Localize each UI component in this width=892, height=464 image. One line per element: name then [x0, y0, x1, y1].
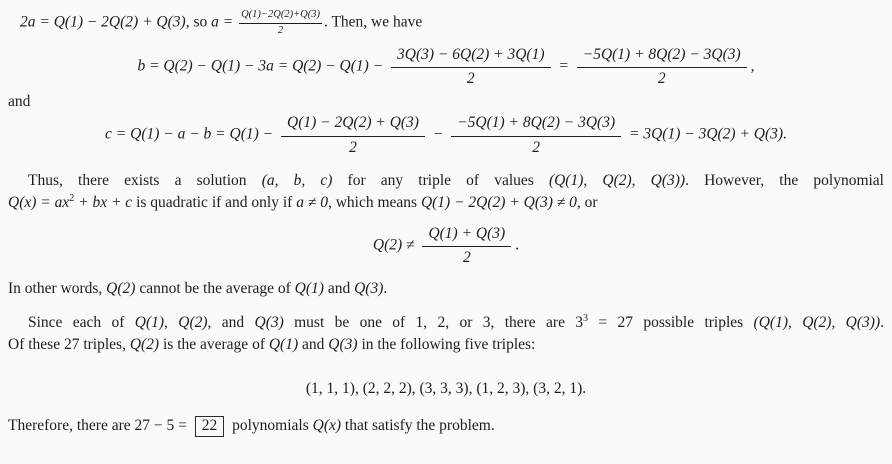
plain-text-run: , or — [576, 193, 598, 211]
plain-text-run: , — [164, 314, 179, 332]
fraction-denominator: 2 — [277, 24, 284, 36]
sup-text-run: 2 — [69, 192, 75, 204]
plain-text-run: that satisfy the problem. — [341, 416, 495, 434]
math-text-run: − — [428, 126, 448, 144]
math-text-run: + bx + c — [74, 193, 133, 211]
plain-text-run: . — [515, 236, 520, 254]
plain-text-run: , — [750, 57, 755, 75]
math-text-run: Q(1) — [294, 280, 324, 298]
math-text-run: (Q(1), Q(2), Q(3)) — [753, 314, 881, 332]
math-text-run: a = — [211, 13, 238, 31]
math-text-run: Q(2) — [129, 336, 160, 354]
fraction-denominator: 2 — [532, 138, 541, 156]
math-text-run: Q(x) = ax — [8, 193, 70, 211]
equation-inequality — [8, 224, 884, 268]
fraction-denominator: 2 — [349, 138, 357, 156]
fraction — [577, 45, 747, 89]
math-text-run: Q(3) — [328, 336, 358, 354]
math-text-run: b = Q(2) − Q(1) − 3a = Q(2) − Q(1) − — [137, 57, 388, 75]
paragraph-since-line2 — [8, 334, 884, 356]
plain-text-run: in the following five triples: — [357, 336, 536, 354]
plain-text-run: cannot be the average of — [135, 280, 295, 298]
plain-text-run: . However, the polynomial — [685, 171, 884, 189]
paragraph-thus — [8, 170, 884, 214]
plain-text-run: Therefore, there are 27 − 5 = — [8, 416, 191, 434]
math-text-run: Q(3) — [354, 280, 384, 298]
math-text-run: Q(1) — [134, 314, 165, 332]
plain-text-run: and — [323, 280, 355, 298]
fraction-denominator: 2 — [462, 248, 471, 266]
fraction-denominator: 2 — [657, 70, 666, 88]
fraction — [281, 113, 425, 157]
fraction-numerator: −5Q(1) + 8Q(2) − 3Q(3) — [577, 45, 747, 68]
paragraph-since — [8, 312, 884, 356]
math-text-run: (Q(1), Q(2), Q(3)) — [548, 171, 686, 189]
sup-text-run: 3 — [583, 312, 589, 324]
paragraph-in-other-words — [8, 278, 884, 300]
plain-text-run: is the average of — [159, 336, 269, 354]
paragraph-intro — [20, 9, 884, 37]
math-text-run: Q(1) — [268, 336, 299, 354]
math-text-run: 2a = Q(1) − 2Q(2) + Q(3) — [20, 13, 186, 31]
plain-text-run: for any triple of values — [332, 171, 549, 189]
fraction — [451, 113, 621, 157]
math-text-run: Q(2) ≠ — [372, 236, 419, 254]
paragraph-thus-line2 — [8, 192, 884, 214]
plain-text-run: and — [298, 336, 329, 354]
fraction-numerator: Q(1)−2Q(2)+Q(3) — [239, 9, 322, 24]
fraction — [391, 45, 550, 89]
fraction-numerator: Q(1) − 2Q(2) + Q(3) — [281, 113, 425, 136]
fraction-numerator: −5Q(1) + 8Q(2) − 3Q(3) — [451, 113, 621, 136]
plain-text-run: must be one of 1, 2, or 3, there are 3 — [283, 314, 584, 332]
plain-text-run: is quadratic if and only if — [132, 193, 297, 211]
plain-text-run: , which means — [327, 193, 421, 211]
math-text-run: Q(1) − 2Q(2) + Q(3) ≠ 0 — [420, 193, 577, 211]
math-text-run: c = Q(1) − a − b = Q(1) − — [105, 126, 277, 144]
plain-text-run: Of these 27 triples, — [8, 336, 130, 354]
math-text-run: a ≠ 0 — [296, 193, 328, 211]
math-text-run: (a, b, c) — [261, 171, 333, 189]
math-text-run: = — [554, 57, 573, 75]
fraction-numerator: 3Q(3) − 6Q(2) + 3Q(1) — [391, 45, 550, 68]
fraction — [239, 9, 322, 37]
math-text-run: = 3Q(1) − 3Q(2) + Q(3). — [625, 126, 787, 144]
paragraph-since-line1 — [8, 312, 884, 334]
plain-text-run: , and — [207, 314, 255, 332]
boxed-answer: 22 — [195, 416, 225, 437]
plain-text-run: Thus, there exists a solution — [28, 171, 262, 189]
triples-list: (1, 1, 1), (2, 2, 2), (3, 3, 3), (1, 2, 3), (3, 2, 1). — [305, 380, 587, 398]
plain-text-run: In other words, — [8, 280, 107, 298]
equation-b — [8, 45, 884, 89]
plain-text-run: . — [383, 280, 388, 298]
math-text-run: Q(2) — [178, 314, 208, 332]
paragraph-thus-line1 — [8, 170, 884, 192]
math-text-run: Q(x) — [312, 416, 342, 434]
fraction-denominator: 2 — [466, 70, 475, 88]
plain-text-run: , so — [185, 13, 212, 31]
plain-text-run: Since each of — [28, 314, 135, 332]
paragraph-therefore — [8, 415, 884, 437]
equation-c — [8, 113, 884, 157]
plain-text-run: . Then, we have — [323, 13, 423, 31]
connector-and: and — [8, 93, 31, 111]
plain-text-run: . — [880, 314, 884, 332]
math-text-run: Q(2) — [106, 280, 136, 298]
plain-text-run: = 27 possible triples — [588, 314, 754, 332]
math-text-run: Q(3) — [254, 314, 284, 332]
fraction — [422, 224, 511, 268]
plain-text-run: polynomials — [228, 416, 313, 434]
fraction-numerator: Q(1) + Q(3) — [422, 224, 511, 247]
